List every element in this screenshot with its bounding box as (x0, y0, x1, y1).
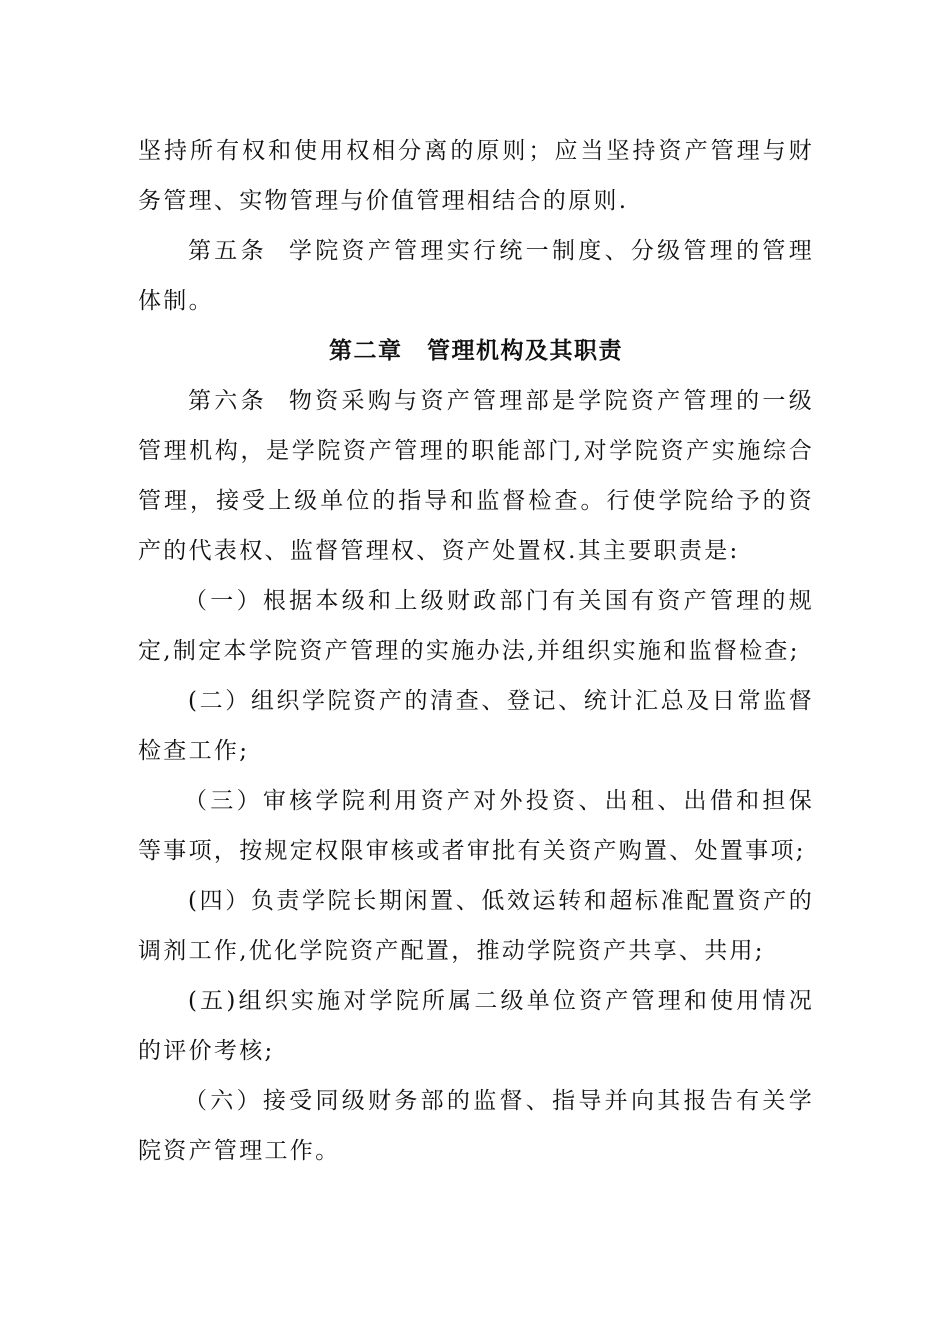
article-5-number: 第五条 (188, 238, 267, 264)
article-6-text: 物资采购与资产管理部是学院资产管理的一级管理机构，是学院资产管理的职能部门,对学院资产实施综合管理，接受上级单位的指导和监督检查。行使学院给予的资产的代表权、监督管理权、资产处置权.其主要职责是: (138, 388, 815, 564)
article-6-number: 第六条 (188, 388, 267, 414)
duty-item-1: （一）根据本级和上级财政部门有关国有资产管理的规定,制定本学院资产管理的实施办法,并组织实施和监督检查; (138, 588, 814, 664)
document-page (138, 126, 814, 1176)
chapter-2-title: 第二章 管理机构及其职责 (329, 338, 623, 364)
article-5 (138, 226, 814, 326)
article-6 (138, 376, 814, 576)
duty-item-6: （六）接受同级财务部的监督、指导并向其报告有关学院资产管理工作。 (138, 1088, 814, 1164)
duty-item-3: （三）审核学院利用资产对外投资、出租、出借和担保等事项，按规定权限审核或者审批有关资产购置、处置事项; (138, 788, 814, 864)
duty-item-4: (四）负责学院长期闲置、低效运转和超标准配置资产的调剂工作,优化学院资产配置，推动学院资产共享、共用; (138, 888, 814, 964)
duty-item-5: (五)组织实施对学院所属二级单位资产管理和使用情况的评价考核; (138, 988, 814, 1064)
article-5-text: 学院资产管理实行统一制度、分级管理的管理体制。 (138, 238, 815, 314)
paragraph-continuation: 坚持所有权和使用权相分离的原则；应当坚持资产管理与财务管理、实物管理与价值管理相结合的原则. (138, 138, 814, 214)
duty-item-2: (二）组织学院资产的清查、登记、统计汇总及日常监督检查工作; (138, 688, 814, 764)
